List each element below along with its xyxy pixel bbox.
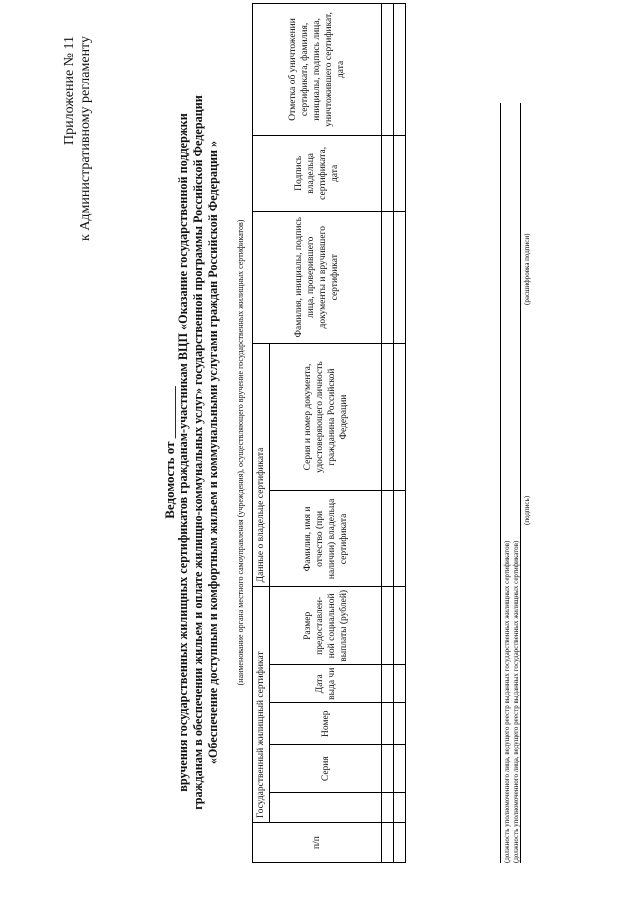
title-line-3: гражданам в обеспечении жильем и оплате жилищно-коммунальных услуг» государственной программы Российской Федерации [191, 95, 205, 810]
col-header-fio: Фамилия, имя и отчество (при наличии) владельца сертификата [270, 491, 382, 587]
col-header-series: Серия [270, 745, 382, 793]
certificates-table [252, 3, 406, 863]
col-header-owner-sign: Подпись владельца сертификата, дата [253, 135, 382, 211]
appendix-number: Приложение № 11 [62, 36, 77, 145]
org-caption: (наименование органа местного самоуправления (учреждения), осуществляющего вручение государственных жилищных сертификатов) [236, 219, 245, 686]
col-header-amount: Размер предоставлен- ной социальной выплаты (рублей) [270, 587, 382, 665]
signature-line [520, 103, 521, 863]
group-header-certificate: Государственный жилищный сертификат [253, 587, 270, 823]
position-caption-2: (должность уполномоченного лица, ведущего реестр выданных государственных жилищных сертификатов) [512, 540, 520, 863]
title-line-2: вручения государственных жилищных сертификатов гражданам-участникам ВЦП «Оказание государственной поддержки [176, 113, 190, 792]
signature-decode-caption: (расшифровка подписи) [523, 233, 531, 305]
statement-date-title: Ведомость от ________ [162, 386, 177, 519]
signature-caption: (подпись) [523, 495, 531, 525]
col-header-number: Номер [270, 703, 382, 745]
table-row [382, 4, 394, 863]
col-header-destroy: Отметка об уничтожении сертификата, фамилия, инициалы, подпись лица, уничтожившего сертификат, дата [253, 4, 382, 136]
appendix-reference: к Административному регламенту [78, 36, 93, 241]
col-header-date: Дата выда чи [270, 665, 382, 703]
col-header-checker: Фамилия, инициалы, подпись лица, проверившего документы и вручившего сертификат [253, 211, 382, 343]
title-line-4: «Обеспечение доступным и комфортным жильем и коммунальными услугами граждан Российской Федерации » [206, 140, 220, 765]
group-header-owner: Данные о владельце сертификата [253, 343, 270, 587]
col-header-doc: Серия и номер документа, удостоверяющего личность гражданина Российской Федерации [270, 343, 382, 491]
position-line [500, 103, 501, 863]
col-header-num: п/п [253, 823, 382, 863]
table-row [394, 4, 406, 863]
appendix-header [62, 36, 94, 241]
col-header-blank [270, 793, 382, 823]
position-caption: (должность уполномоченного лица, ведущего реестр выданных государственных жилищных сертификатов) [503, 540, 511, 863]
